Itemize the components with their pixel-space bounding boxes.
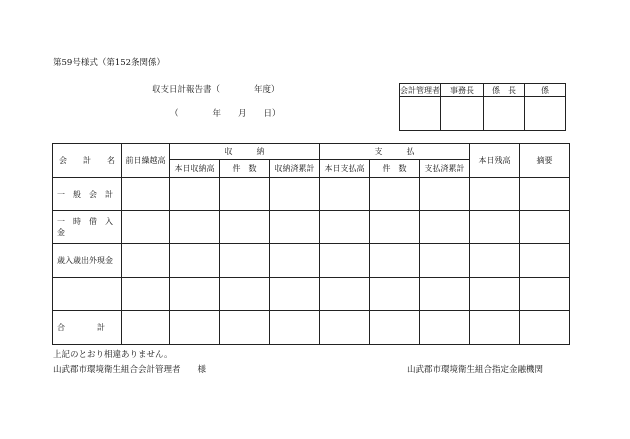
header-payments-today: 本日支払高	[320, 160, 370, 178]
header-payments-cumulative: 支払済累計	[420, 160, 470, 178]
header-account-name: 会 計 名	[53, 144, 122, 178]
header-receipts-today: 本日収納高	[170, 160, 220, 178]
approval-header-section-chief: 係 長	[484, 84, 525, 97]
approval-header-office-chief: 事務長	[441, 84, 484, 97]
header-today-balance: 本日残高	[470, 144, 520, 178]
header-receipts-cumulative: 収納済累計	[270, 160, 320, 178]
table-row	[53, 278, 570, 311]
approval-header-treasurer: 会計管理者	[400, 85, 440, 95]
approval-stamp-box	[399, 83, 566, 131]
certification-note: 上記のとおり相違ありません。	[53, 350, 173, 360]
header-receipts: 収 納	[170, 144, 320, 160]
row-label-total: 合 計	[53, 311, 122, 345]
approval-stamp-cell	[441, 97, 484, 131]
row-label-temporary-borrowing: 一 時 借 入 金	[53, 211, 122, 244]
header-payments-count: 件 数	[370, 160, 420, 178]
header-prev-balance: 前日繰越高	[122, 144, 170, 178]
header-remarks: 摘要	[520, 144, 570, 178]
table-row	[53, 178, 570, 211]
row-label-general-account: 一 般 会 計	[53, 178, 122, 211]
header-receipts-count: 件 数	[220, 160, 270, 178]
approval-header-staff: 係	[525, 84, 566, 97]
approval-stamp-cell	[525, 97, 566, 131]
addressee: 山武郡市環境衛生組合会計管理者 様	[53, 365, 207, 375]
table-row	[53, 211, 570, 244]
date-line: （ 年 月 日）	[170, 109, 281, 119]
header-payments: 支 払	[320, 144, 470, 160]
form-number: 第59号様式（第152条関係）	[53, 58, 166, 68]
row-label-non-budget-cash: 歳入歳出外現金	[53, 244, 122, 278]
table-row-total	[53, 311, 570, 345]
row-label-blank	[53, 278, 122, 311]
table-row	[53, 244, 570, 278]
approval-stamp-cell	[484, 97, 525, 131]
designated-bank: 山武郡市環境衛生組合指定金融機関	[407, 365, 544, 375]
approval-stamp-cell	[400, 97, 441, 131]
cash-report-table	[52, 143, 570, 345]
report-title: 収支日計報告書（ 年度）	[152, 85, 280, 95]
